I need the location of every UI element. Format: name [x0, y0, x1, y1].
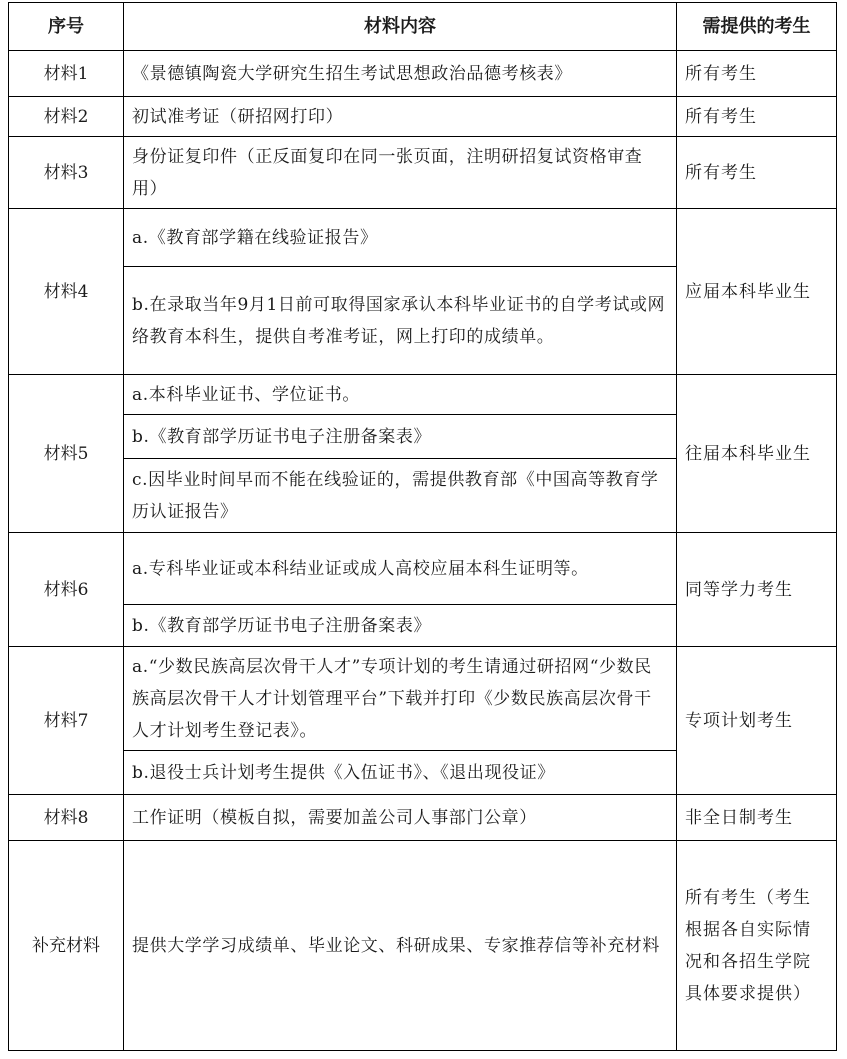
header-index: 序号 [9, 3, 124, 51]
table-row [9, 647, 837, 751]
table-row [9, 375, 837, 415]
table-row [9, 795, 837, 841]
material-item: c.因毕业时间早而不能在线验证的，需提供教育部《中国高等教育学历认证报告》 [124, 459, 677, 533]
row-index: 材料5 [9, 375, 124, 533]
recipient-cell: 专项计划考生 [677, 647, 837, 795]
row-index: 材料8 [9, 795, 124, 841]
recipient-cell: 非全日制考生 [677, 795, 837, 841]
material-item: 提供大学学习成绩单、毕业论文、科研成果、专家推荐信等补充材料 [124, 841, 677, 1051]
text-cursor [836, 58, 837, 76]
table-row [9, 209, 837, 267]
recipient-cell: 所有考生（考生根据各自实际情况和各招生学院具体要求提供） [677, 841, 837, 1051]
recipient-cell: 同等学力考生 [677, 533, 837, 647]
material-item: 《景德镇陶瓷大学研究生招生考试思想政治品德考核表》 [124, 51, 677, 97]
material-item: 工作证明（模板自拟，需要加盖公司人事部门公章） [124, 795, 677, 841]
material-item: b.《教育部学历证书电子注册备案表》 [124, 605, 677, 647]
header-content: 材料内容 [124, 3, 677, 51]
material-item: b.在录取当年9月1日前可取得国家承认本科毕业证书的自学考试或网络教育本科生，提供自考准考证，网上打印的成绩单。 [124, 267, 677, 375]
row-index: 补充材料 [9, 841, 124, 1051]
recipient-cell: 所有考生 [677, 51, 837, 97]
material-item: a.《教育部学籍在线验证报告》 [124, 209, 677, 267]
material-item: b.《教育部学历证书电子注册备案表》 [124, 415, 677, 459]
material-item: 初试准考证（研招网打印） [124, 97, 677, 137]
recipient-cell: 所有考生 [677, 137, 837, 209]
material-item: a.专科毕业证或本科结业证或成人高校应届本科生证明等。 [124, 533, 677, 605]
table-row [9, 51, 837, 97]
material-item: a.“少数民族高层次骨干人才”专项计划的考生请通过研招网“少数民族高层次骨干人才计划管理平台”下载并打印《少数民族高层次骨干人才计划考生登记表》。 [124, 647, 677, 751]
table-row [9, 137, 837, 209]
recipient-cell: 往届本科毕业生 [677, 375, 837, 533]
material-item: b.退役士兵计划考生提供《入伍证书》、《退出现役证》 [124, 751, 677, 795]
recipient-cell: 所有考生 [677, 97, 837, 137]
materials-table [8, 2, 837, 1051]
row-index: 材料3 [9, 137, 124, 209]
table-row [9, 841, 837, 1051]
recipient-cell: 应届本科毕业生 [677, 209, 837, 375]
table-row [9, 97, 837, 137]
row-index: 材料4 [9, 209, 124, 375]
material-item: 身份证复印件（正反面复印在同一张页面，注明研招复试资格审查用） [124, 137, 677, 209]
header-row [9, 3, 837, 51]
row-index: 材料1 [9, 51, 124, 97]
row-index: 材料6 [9, 533, 124, 647]
row-index: 材料2 [9, 97, 124, 137]
table-row [9, 533, 837, 605]
material-item: a.本科毕业证书、学位证书。 [124, 375, 677, 415]
header-recipient: 需提供的考生 [677, 3, 837, 51]
row-index: 材料7 [9, 647, 124, 795]
